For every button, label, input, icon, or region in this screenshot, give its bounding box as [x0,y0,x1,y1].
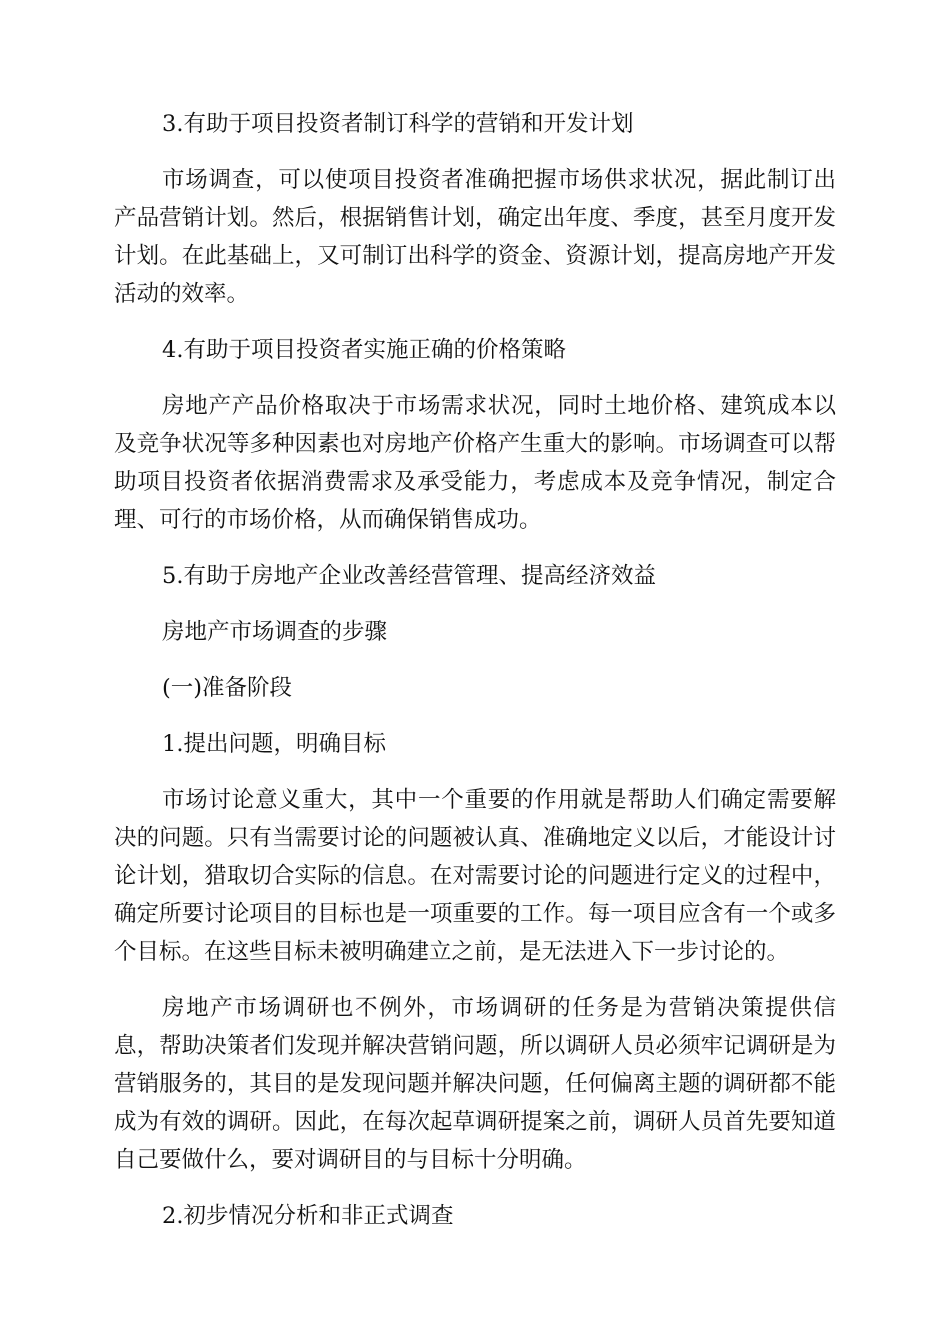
document-body [114,105,836,1253]
subsection-title-preparation: (一)准备阶段 [162,675,293,701]
step-heading-1: 1.提出问题，明确目标 [162,731,386,757]
paragraph-research-goals: 房地产市场调研也不例外，市场调研的任务是为营销决策提供信息，帮助决策者们发现并解决营销问题，所以调研人员必须牢记调研是为营销服务的，其目的是发现问题并解决问题，任何偏离主题的调研都不能成为有效的调研。因此，在每次起草调研提案之前，调研人员首先要知道自己要做什么，要对调研目的与目标十分明确。 [114,995,836,1173]
paragraph-marketing-plan: 市场调查，可以使项目投资者准确把握市场供求状况，据此制订出产品营销计划。然后，根据销售计划，确定出年度、季度，甚至月度开发计划。在此基础上，又可制订出科学的资金、资源计划，提高房地产开发活动的效率。 [114,167,836,307]
paragraph-pricing-strategy: 房地产产品价格取决于市场需求状况，同时土地价格、建筑成本以及竞争状况等多种因素也对房地产价格产生重大的影响。市场调查可以帮助项目投资者依据消费需求及承受能力，考虑成本及竞争情况，制定合理、可行的市场价格，从而确保销售成功。 [114,393,836,533]
section-heading-3: 3.有助于项目投资者制订科学的营销和开发计划 [162,111,634,137]
section-title-survey-steps: 房地产市场调查的步骤 [162,619,388,645]
step-heading-2: 2.初步情况分析和非正式调查 [162,1203,454,1229]
paragraph-define-problem: 市场讨论意义重大，其中一个重要的作用就是帮助人们确定需要解决的问题。只有当需要讨论的问题被认真、准确地定义以后，才能设计讨论计划，猎取切合实际的信息。在对需要讨论的问题进行定义的过程中，确定所要讨论项目的目标也是一项重要的工作。每一项目应含有一个或多个目标。在这些目标未被明确建立之前，是无法进入下一步讨论的。 [114,787,836,965]
section-heading-5: 5.有助于房地产企业改善经营管理、提高经济效益 [162,563,656,589]
section-heading-4: 4.有助于项目投资者实施正确的价格策略 [162,337,566,363]
